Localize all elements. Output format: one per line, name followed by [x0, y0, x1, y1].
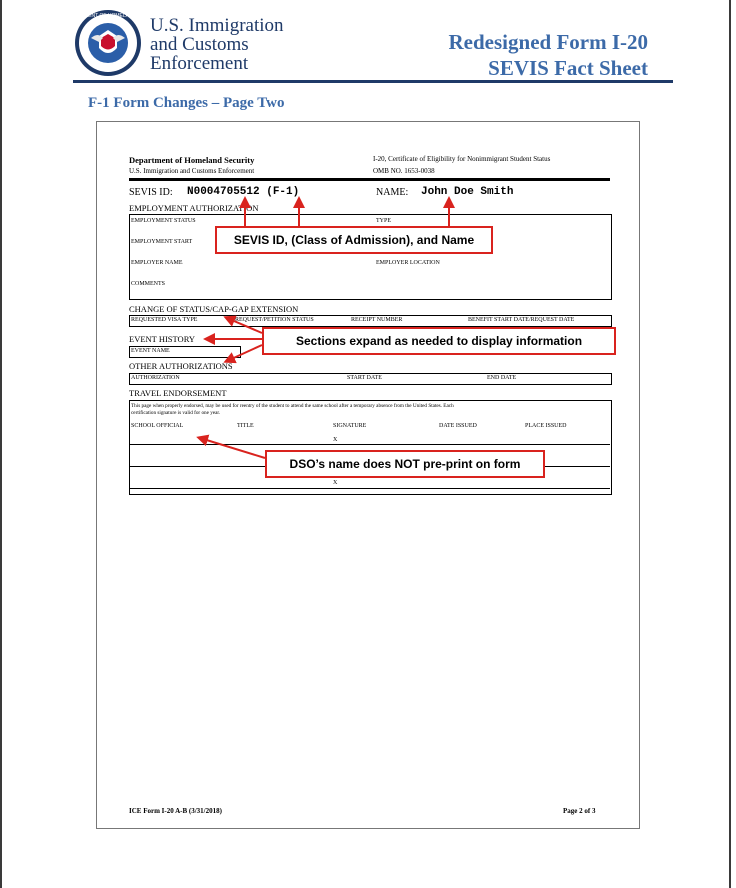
event-name-label: EVENT NAME	[131, 348, 170, 354]
end-date-label: END DATE	[487, 375, 517, 381]
title-label: TITLE	[237, 423, 254, 429]
change-status-heading: CHANGE OF STATUS/CAP-GAP EXTENSION	[129, 304, 299, 314]
employment-auth-heading: EMPLOYMENT AUTHORIZATION	[129, 203, 259, 213]
comments-label: COMMENTS	[131, 281, 166, 287]
receipt-number-label: RECEIPT NUMBER	[351, 317, 403, 323]
arrow-to-other-auth	[227, 345, 262, 361]
arrow-to-change-status	[227, 318, 262, 333]
event-history-heading: EVENT HISTORY	[129, 334, 196, 344]
place-issued-label: PLACE ISSUED	[525, 423, 567, 429]
x-mark-3: X	[333, 480, 338, 486]
name-label: NAME:	[376, 187, 409, 198]
start-date-label: START DATE	[347, 375, 382, 381]
callout-sevis-name: SEVIS ID, (Class of Admission), and Name	[215, 226, 493, 254]
date-issued-label: DATE ISSUED	[439, 423, 477, 429]
sevis-label: SEVIS ID:	[129, 187, 173, 198]
doc-title-line-2: SEVIS Fact Sheet	[488, 56, 648, 80]
request-status-label: REQUEST/PETITION STATUS	[235, 317, 314, 323]
arrow-to-school-official	[200, 438, 265, 458]
type-label: TYPE	[376, 218, 391, 224]
travel-text-1: This page when properly endorsed, may be used for reentry of the student to attend the same school after a temporary absence from the United States. Each	[131, 403, 454, 409]
seal-text: U.S. DEPARTMENT OF HOMELAND SECURITY	[53, 13, 163, 19]
employment-start-label: EMPLOYMENT START	[131, 239, 193, 245]
x-mark-1: X	[333, 437, 338, 443]
employer-name-label: EMPLOYER NAME	[131, 260, 183, 266]
employment-status-label: EMPLOYMENT STATUS	[131, 218, 196, 224]
school-official-label: SCHOOL OFFICIAL	[131, 423, 184, 429]
agency-line-3: Enforcement	[150, 53, 249, 74]
sevis-value: N0004705512 (F-1)	[187, 186, 300, 198]
form-dept: Department of Homeland Security	[129, 155, 255, 165]
agency-line-1: U.S. Immigration	[150, 15, 284, 36]
requested-visa-label: REQUESTED VISA TYPE	[131, 317, 198, 323]
authorization-label: AUTHORIZATION	[131, 375, 180, 381]
form-footer-left: ICE Form I-20 A-B (3/31/2018)	[129, 807, 222, 815]
form-footer-right: Page 2 of 3	[563, 807, 596, 815]
callout-dso-name: DSO’s name does NOT pre-print on form	[265, 450, 545, 478]
doc-title-line-1: Redesigned Form I-20	[448, 30, 648, 54]
travel-text-2: certification signature is valid for one year.	[131, 410, 221, 416]
form-title: I-20, Certificate of Eligibility for Nonimmigrant Student Status	[373, 155, 551, 163]
form-omb: OMB NO. 1653-0038	[373, 167, 435, 175]
other-auth-heading: OTHER AUTHORIZATIONS	[129, 361, 233, 371]
form-agency: U.S. Immigration and Customs Enforcement	[129, 167, 255, 175]
name-value: John Doe Smith	[421, 186, 514, 198]
travel-endorsement-heading: TRAVEL ENDORSEMENT	[129, 388, 227, 398]
agency-line-2: and Customs	[150, 34, 249, 55]
signature-label: SIGNATURE	[333, 423, 367, 429]
callout-sections-expand: Sections expand as needed to display information	[262, 327, 616, 355]
benefit-date-label: BENEFIT START DATE/REQUEST DATE	[468, 317, 575, 323]
section-heading: F-1 Form Changes – Page Two	[88, 95, 285, 111]
employer-location-label: EMPLOYER LOCATION	[376, 260, 440, 266]
